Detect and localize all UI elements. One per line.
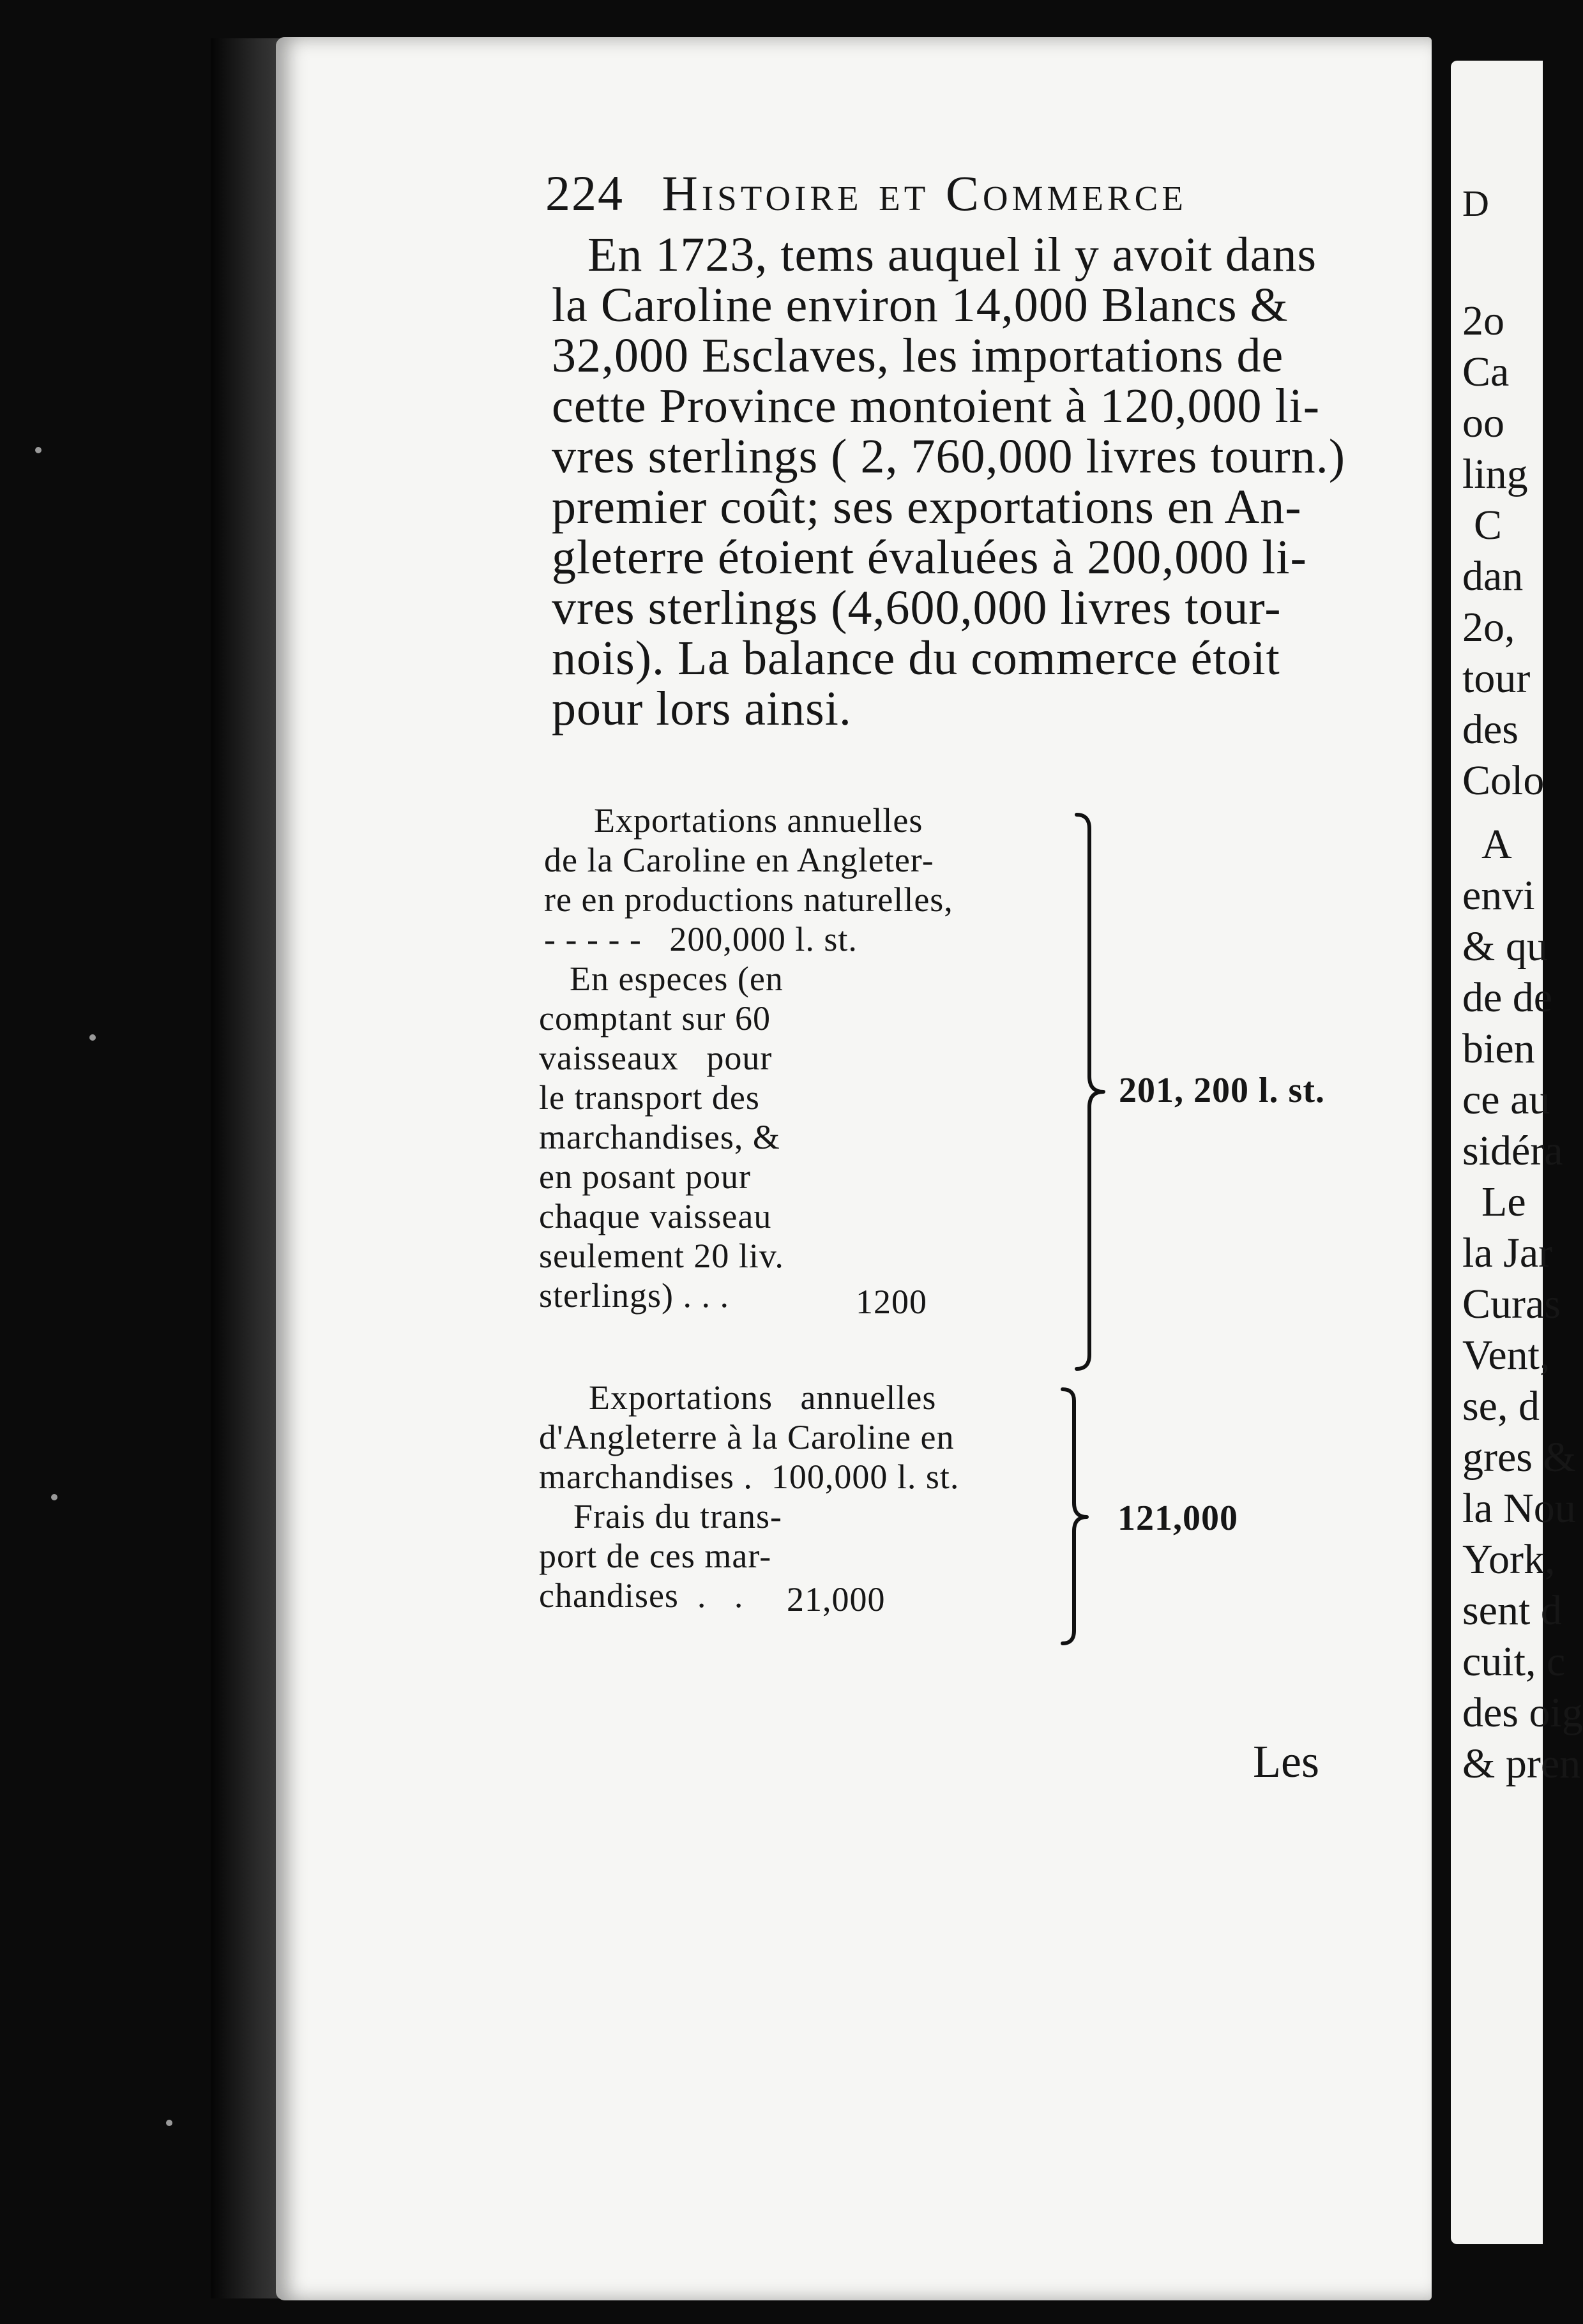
table-line: le transport des <box>539 1078 760 1117</box>
facing-page-line: gres & <box>1462 1434 1576 1481</box>
facing-page-line: ce au <box>1462 1076 1550 1123</box>
facing-page-line: dan <box>1462 553 1524 600</box>
facing-page-line: envi <box>1462 872 1535 919</box>
facing-page-line: Curas <box>1462 1281 1561 1327</box>
scan-speck <box>35 447 42 453</box>
facing-page-line: des oig <box>1462 1689 1583 1736</box>
facing-page-line: bien <box>1462 1025 1535 1072</box>
paragraph-line: vres sterlings ( 2, 760,000 livres tourn.) <box>552 430 1346 483</box>
table-line: Exportations annuelles <box>594 801 923 840</box>
table-line: marchandises . 100,000 l. st. <box>539 1458 960 1496</box>
facing-page-line: de de <box>1462 974 1553 1021</box>
paragraph-line: la Caroline environ 14,000 Blancs & <box>552 278 1289 332</box>
facing-page-line: tour <box>1462 655 1531 702</box>
book-page <box>276 37 1432 2300</box>
facing-page-line: Vent, <box>1462 1332 1550 1378</box>
facing-page-line: des <box>1462 706 1519 753</box>
facing-page-line: Colo <box>1462 757 1545 804</box>
table-line: port de ces mar- <box>539 1537 772 1575</box>
facing-page-line: C <box>1474 502 1503 548</box>
table-line: marchandises, & <box>539 1118 780 1156</box>
sub-amount: 1200 <box>856 1283 927 1321</box>
facing-page-line: oo <box>1462 400 1504 446</box>
paragraph-line: En 1723, tems auquel il y avoit dans <box>587 228 1317 282</box>
right-brace-icon <box>1074 811 1112 1373</box>
facing-page-line: 2o <box>1462 298 1504 344</box>
table-line: d'Angleterre à la Caroline en <box>539 1418 955 1456</box>
facing-page-line: sent d <box>1462 1587 1562 1634</box>
table-line: de la Caroline en Angleter- <box>544 841 934 879</box>
scan-speck <box>166 2120 172 2126</box>
page-number: 224 <box>545 165 624 221</box>
facing-page-line: Ca <box>1462 349 1510 395</box>
table-total: 121,000 <box>1117 1498 1238 1538</box>
paragraph-line: gleterre étoient évaluées à 200,000 li- <box>552 531 1307 584</box>
paragraph-line: premier coût; ses exportations en An- <box>552 480 1302 534</box>
catchword: Les <box>1253 1736 1319 1787</box>
table-line: Frais du trans- <box>573 1497 782 1535</box>
scan-speck <box>51 1494 57 1500</box>
table-line: comptant sur 60 <box>539 999 771 1038</box>
table-line: vaisseaux pour <box>539 1039 773 1077</box>
table-total: 201, 200 l. st. <box>1119 1071 1325 1110</box>
facing-page-line: A <box>1481 821 1512 868</box>
facing-page-line: & qu <box>1462 923 1548 970</box>
facing-page-line: 2o, <box>1462 604 1515 651</box>
table-line: - - - - - 200,000 l. st. <box>544 920 858 958</box>
table-line: en posant pour <box>539 1158 751 1196</box>
running-title: Histoire et Commerce <box>662 165 1187 221</box>
paragraph-line: nois). La balance du commerce étoit <box>552 631 1280 685</box>
facing-page-line: se, d <box>1462 1383 1540 1430</box>
sub-amount: 21,000 <box>787 1580 886 1618</box>
facing-page-line: sidéra <box>1462 1128 1563 1174</box>
table-line: re en productions naturelles, <box>544 880 953 919</box>
table-line: Exportations annuelles <box>589 1378 937 1417</box>
table-line: seulement 20 liv. <box>539 1237 784 1275</box>
paragraph-line: vres sterlings (4,600,000 livres tour- <box>552 581 1282 635</box>
right-brace-icon <box>1060 1385 1098 1647</box>
facing-page-line: la Nou <box>1462 1485 1576 1532</box>
facing-page-line: ling <box>1462 451 1528 497</box>
facing-page-line: Le <box>1481 1179 1526 1225</box>
table-line: En especes (en <box>570 960 784 998</box>
facing-page-line: la Jar <box>1462 1230 1553 1276</box>
paragraph-line: 32,000 Esclaves, les importations de <box>552 329 1284 382</box>
facing-page-line: cuit, c <box>1462 1638 1566 1685</box>
paragraph-line: cette Province montoient à 120,000 li- <box>552 379 1321 433</box>
scan-speck <box>89 1034 96 1041</box>
table-line: chandises . . <box>539 1576 744 1615</box>
facing-page-line: & pren <box>1462 1740 1581 1787</box>
paragraph-line: pour lors ainsi. <box>552 682 852 736</box>
facing-page-line: York, <box>1462 1536 1556 1583</box>
facing-page-edge <box>1451 61 1583 2244</box>
running-head <box>545 165 1187 222</box>
table-line: chaque vaisseau <box>539 1197 772 1235</box>
table-line: sterlings) . . . <box>539 1276 729 1315</box>
facing-page-header: D <box>1462 183 1492 224</box>
